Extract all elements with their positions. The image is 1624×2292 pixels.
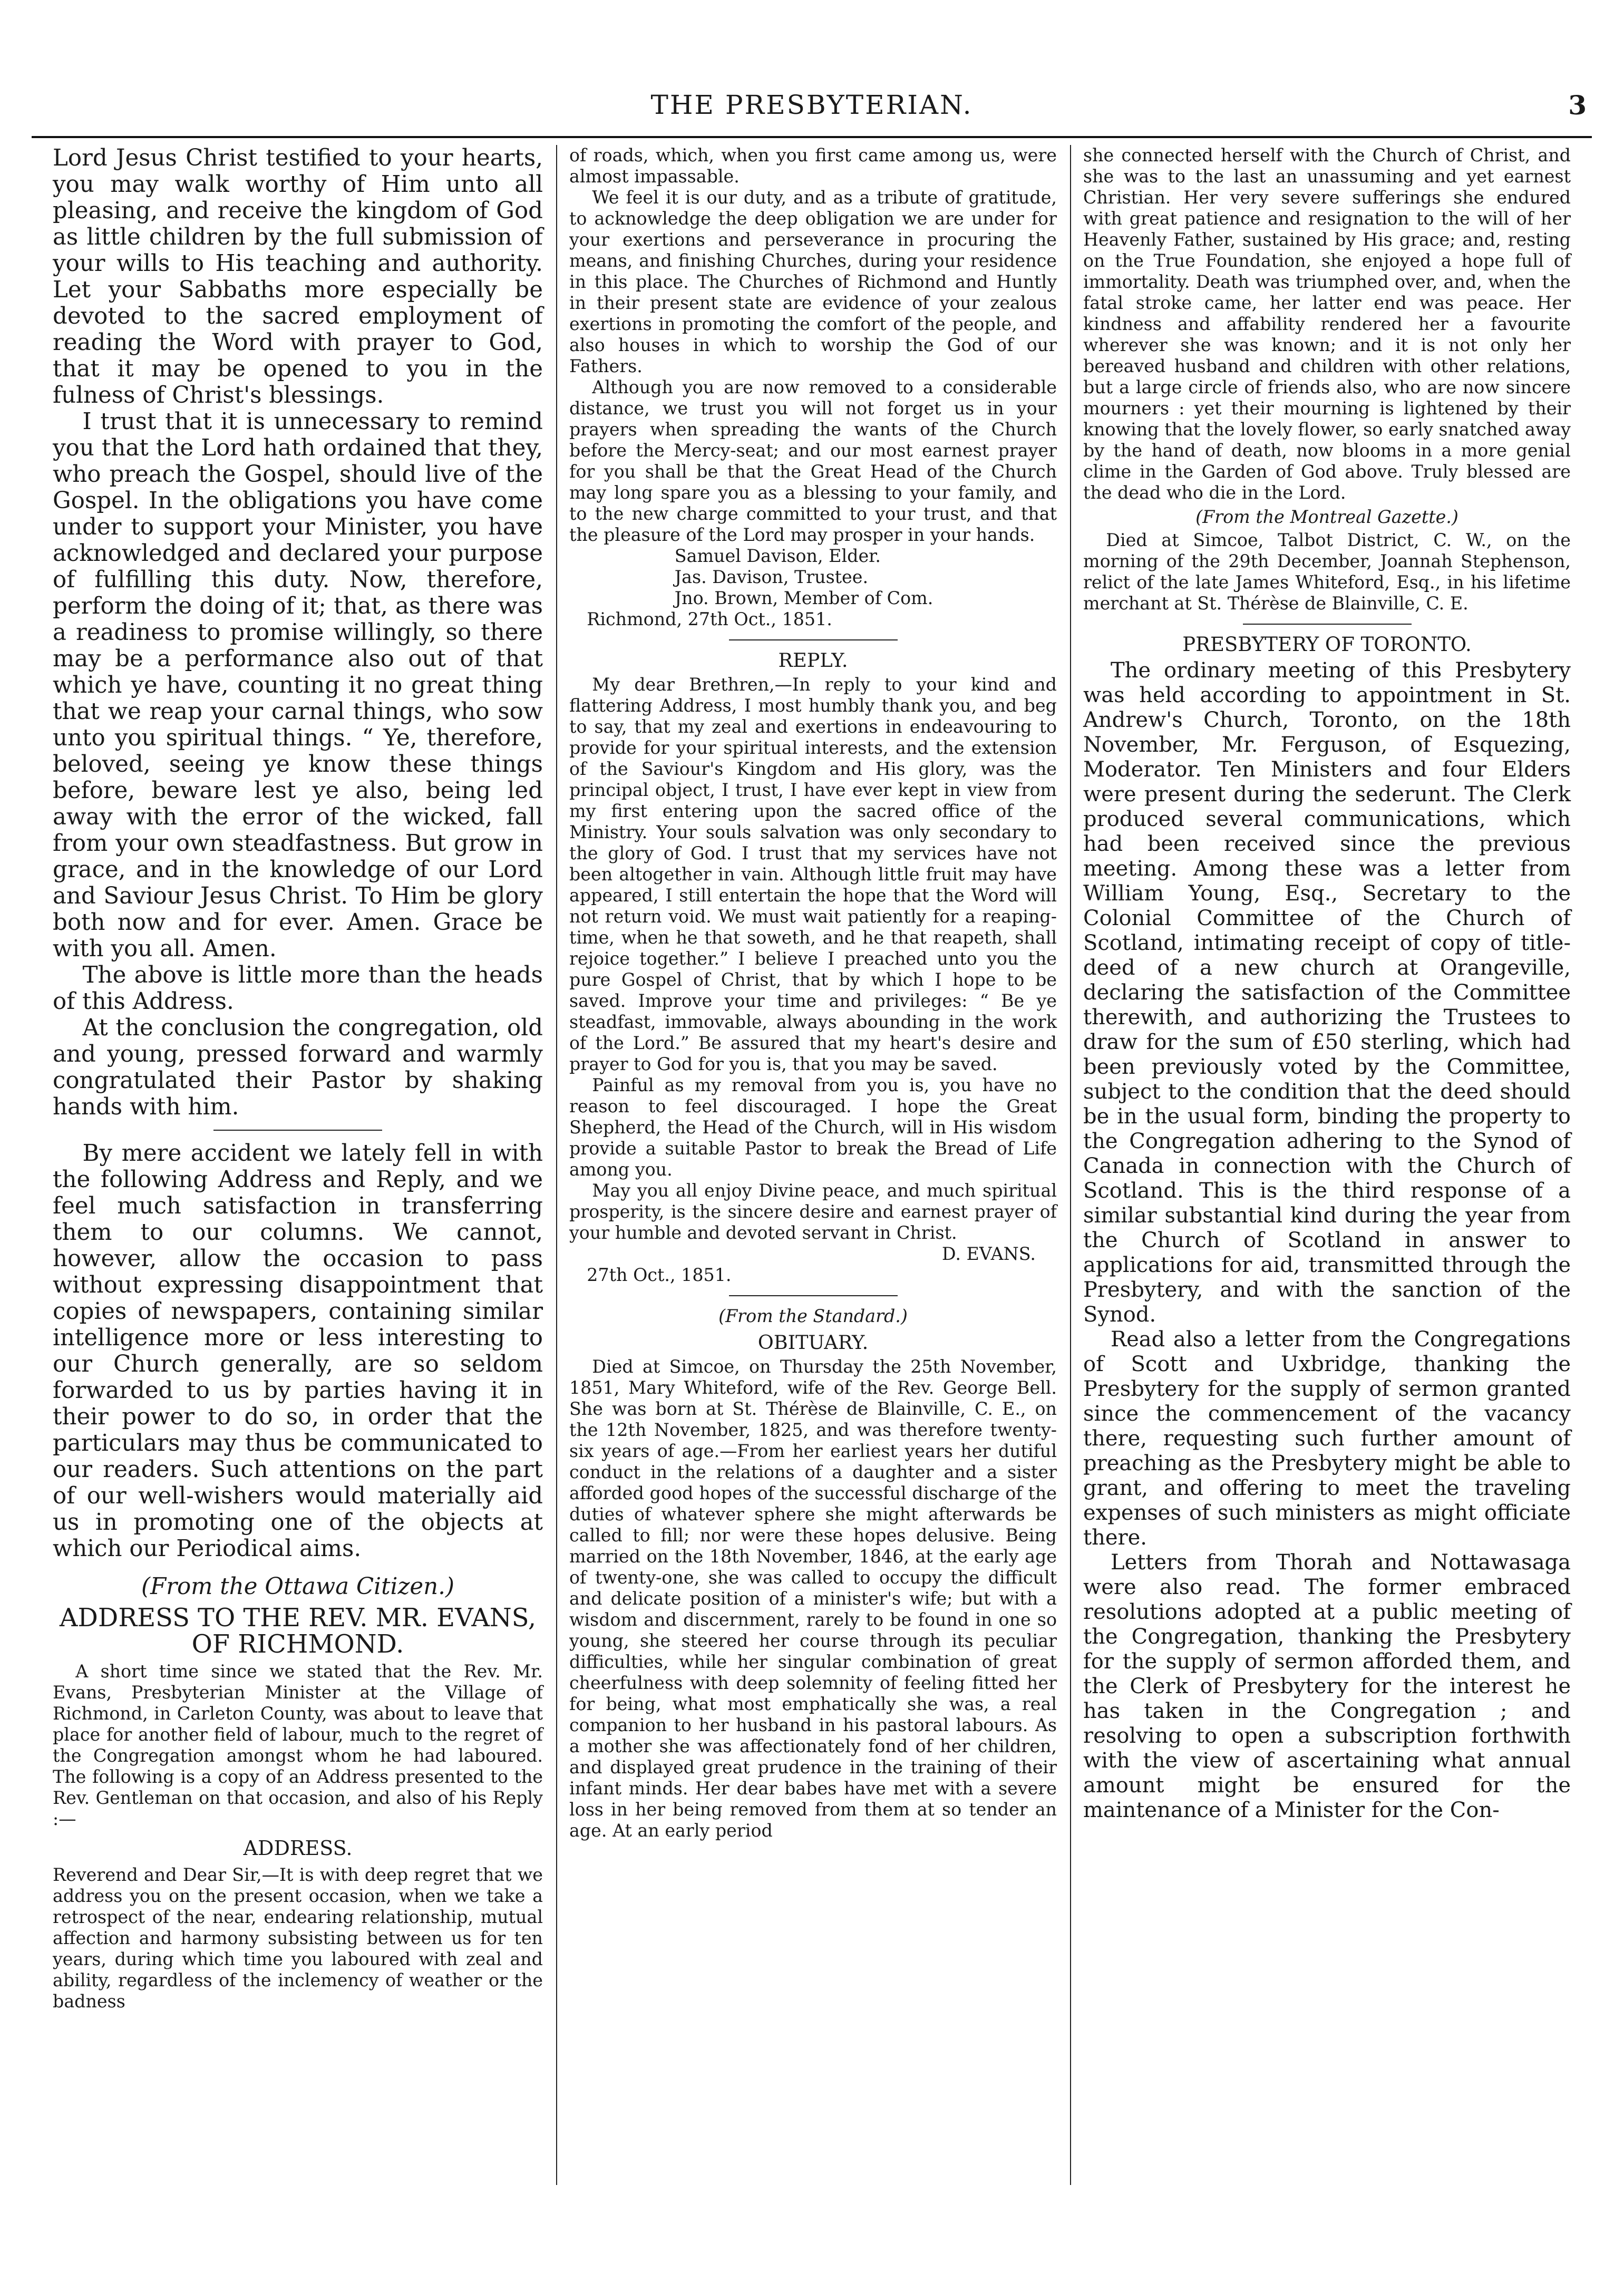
reply-paragraph: May you all enjoy Divine peace, and much spiritual prosperity, is the sincere desire and earnest prayer of your humble and devoted servant in Christ. [569, 1180, 1057, 1243]
source-citation: (From the Montreal Gazette.) [1195, 507, 1458, 527]
column-rule-1 [556, 145, 557, 2185]
address-heading: ADDRESS. [243, 1837, 353, 1860]
source-citation: (From the Ottawa Citizen.) [141, 1574, 454, 1600]
col2-paragraph: of roads, which, when you first came among us, were almost impassable. [569, 145, 1057, 187]
presbytery-paragraph: The ordinary meeting of this Presbytery was held according to appointment in St. Andrew's Church, Toronto, on the 18th November, Mr. Ferguson, of Esquezing, Moderator. Ten Ministers and four Elders were present during the sederunt. The Clerk produced several communications, which had been received since the previous meeting. Among these was a letter from William Young, Esq., Secretary to the Colonial Committee of the Church of Scotland, intimating receipt of copy of title-deed of a new church at Orangeville, declaring the satisfaction of the Committee therewith, and authorizing the Trustees to draw for the sum of £50 sterling, which had been previously voted by the Committee, subject to the condition that the deed should be in the usual form, binding the property to the Congregation adhering to the Synod of Canada in connection with the Church of Scotland. This is the third response of a similar substantial kind during the year from the Church of Scotland in answer to applications for aid, transmitted through the Presbytery, and with the sanction of the Synod. [1083, 658, 1571, 1327]
article-intro: A short time since we stated that the Rev. Mr. Evans, Presbyterian Minister at the Village of Richmond, in Carleton County, was about to leave that place for another field of labour, much to the regret of the Congregation amongst whom he had laboured. The following is a copy of an Address presented to the Rev. Gentleman on that occasion, and also of his Reply :— [53, 1661, 543, 1829]
col1-paragraph: I trust that it is unnecessary to remind you that the Lord hath ordained that they, who preach the Gospel, should live of the Gospel. In the obligations you have come under to support your Minister, you have acknowledged and declared your purpose of fulfilling this duty. Now, therefore, perform the doing of it; that, as there was a readiness to promise willingly, so there may be a performance also out of that which ye have, counting it no great thing that we reap your carnal things, who sow unto you spiritual things. “ Ye, therefore, beloved, seeing ye know these things before, beware lest ye also, being led away with the error of the wicked, fall from your own steadfastness. But grow in grace, and in the knowledge of our Lord and Saviour Jesus Christ. To Him be glory both now and for ever. Amen. Grace be with you all. Amen. [53, 409, 543, 962]
section-divider [1243, 624, 1412, 625]
column-rule-2 [1070, 145, 1071, 2185]
page-header [32, 84, 1592, 137]
obituary-text: Died at Simcoe, on Thursday the 25th November, 1851, Mary Whiteford, wife of the Rev. George Bell. She was born at St. Thérèse de Blainville, C. E., on the 12th November, 1825, and was therefore twenty-six years of age.—From her earliest years her dutiful conduct in the relations of a daughter and a sister afforded good hopes of the successful discharge of the duties of whatever sphere she might afterwards be called to fill; nor were these hopes delusive. Being married on the 18th November, 1846, at the early age of twenty-one, she was called to occupy the difficult and delicate position of a minister's wife; but with a wisdom and discernment, rarely to be found in one so young, she steered her course through its peculiar difficulties, while her singular combination of great cheerfulness with deep solemnity of feeling fitted her for being, what most emphatically she was, a real companion to her husband in his pastoral labours. As a mother she was affectionately fond of her children, and displayed great prudence in the training of their infant minds. Her dear babes have met with a severe loss in her being removed from them at so tender an age. At an early period [569, 1356, 1057, 1841]
address-text: Reverend and Dear Sir,—It is with deep regret that we address you on the present occasion, when we take a retrospect of the near, endearing relationship, mutual affection and harmony subsisting between us for ten years, during which time you laboured with zeal and ability, regardless of the inclemency of weather or the badness [53, 1864, 543, 2012]
obituary-continued: she connected herself with the Church of Christ, and she was to the last an unassuming and yet earnest Christian. Her very severe sufferings she endured with great patience and resignation to the will of her Heavenly Father, sustained by His grace; and, resting on the True Foundation, she enjoyed a hope full of immortality. Death was triumphed over, and, when the fatal stroke came, her latter end was peace. Her kindness and affability rendered her a favourite wherever she was known; and it is not only her bereaved husband and children with other relations, but a large circle of friends also, who are now sincere mourners : yet their mourning is lightened by their knowing that the lovely flower, so early snatched away by the hand of death, now blooms in a more genial clime in the Garden of God above. Truly blessed are the dead who die in the Lord. [1083, 145, 1571, 503]
obituary-heading: OBITUARY. [757, 1331, 869, 1354]
col1-paragraph: At the conclusion the congregation, old and young, pressed forward and warmly congratulated their Pastor by shaking hands with him. [53, 1015, 543, 1120]
col1-paragraph: The above is little more than the heads of this Address. [53, 962, 543, 1015]
presbytery-paragraph: Read also a letter from the Congregations of Scott and Uxbridge, thanking the Presbytery for the supply of sermon granted since the commencement of the vacancy there, requesting such further amount of preaching as the Presbytery might be able to grant, and offering to meet the traveling expenses of such ministers as might officiate there. [1083, 1327, 1571, 1550]
editorial-note: By mere accident we lately fell in with the following Address and Reply, and we feel much satisfaction in transferring them to our columns. We cannot, however, allow the occasion to pass without expressing disappointment that copies of newspapers, containing similar intelligence more or less interesting to our Church generally, are so seldom forwarded to us by parties having it in their power to do so, in order that the particulars may thus be communicated to our readers. Such attentions on the part of our well-wishers would materially aid us in promoting one of the objects at which our Periodical aims. [53, 1140, 543, 1562]
presbytery-paragraph: Letters from Thorah and Nottawasaga were also read. The former embraced resolutions adopted at a public meeting of the Congregation, thanking the Presbytery for the supply of sermon afforded them, and the Clerk of Presbytery for the interest he has taken in the Congregation ; and resolving to open a subscription forthwith with the view of ascertaining what annual amount might be ensured for the maintenance of a Minister for the Con- [1083, 1550, 1571, 1822]
section-divider [213, 1130, 382, 1131]
section-divider [729, 1295, 898, 1296]
page-number: 3 [1568, 90, 1587, 121]
source-citation: (From the Standard.) [718, 1306, 908, 1326]
reply-paragraph: My dear Brethren,—In reply to your kind and flattering Address, I most humbly thank you, and beg to say, that my zeal and exertions in endeavouring to provide for your spiritual interests, and the extension of the Saviour's Kingdom and His glory, was the principal object, I trust, I have ever kept in view from my first entering upon the sacred office of the Ministry. Your souls salvation was only secondary to the glory of God. I trust that my services have not been altogether in vain. Although little fruit may have appeared, I still entertain the hope that the Word will not return void. We must wait patiently for a reaping-time, when he that soweth, and he that reapeth, shall rejoice together.” I believe I preached unto you the pure Gospel of Christ, that by which I hope to be saved. Improve your time and privileges: “ Be ye steadfast, immovable, always abounding in the work of the Lord.” Be assured that my heart's desire and prayer to God for you is, that you may be saved. [569, 674, 1057, 1074]
signature: Jno. Brown, Member of Com. [674, 588, 933, 608]
header-rule [32, 136, 1592, 138]
presbytery-heading: PRESBYTERY OF TORONTO. [1182, 633, 1472, 656]
article-heading: ADDRESS TO THE REV. MR. EVANS, OF RICHMOND. [59, 1604, 537, 1659]
reply-heading: REPLY. [778, 649, 848, 672]
col1-paragraph: Lord Jesus Christ testified to your hearts, you may walk worthy of Him unto all pleasing, and receive the kingdom of God as little children by the full submission of your wills to His teaching and authority. Let your Sabbaths more especially be devoted to the sacred employment of reading the Word with prayer to God, that it may be opened to you in the fulness of Christ's blessings. [53, 145, 543, 409]
dateline: 27th Oct., 1851. [587, 1265, 732, 1285]
column-1 [53, 145, 543, 2012]
section-divider [729, 639, 898, 640]
col2-paragraph: Although you are now removed to a considerable distance, we trust you will not forget us in your prayers when spreading the wants of the Church before the Mercy-seat; and our most earnest prayer for you shall be that the Great Head of the Church may long spare you as a blessing to your family, and to the new charge committed to your trust, and that the pleasure of the Lord may prosper in your hands. [569, 377, 1057, 545]
col2-paragraph: We feel it is our duty, and as a tribute of gratitude, to acknowledge the deep obligation we are under for your exertions and perseverance in procuring the means, and finishing Churches, during your residence in this place. The Churches of Richmond and Huntly in their present state are evidence of your zealous exertions in promoting the comfort of the people, and also houses in which to worship the God of our Fathers. [569, 187, 1057, 376]
signature: Samuel Davison, Elder. [674, 546, 881, 566]
column-3 [1083, 145, 1571, 1823]
signature: Jas. Davison, Trustee. [674, 567, 869, 587]
signature: D. EVANS. [941, 1244, 1036, 1264]
obituary-notice: Died at Simcoe, Talbot District, C. W., on the morning of the 29th December, Joannah Stephenson, relict of the late James Whiteford, Esq., in his lifetime merchant at St. Thérèse de Blainville, C. E. [1083, 530, 1571, 614]
reply-paragraph: Painful as my removal from you is, you have no reason to feel discouraged. I hope the Great Shepherd, the Head of the Church, will in His wisdom provide a suitable Pastor to break the Bread of Life among you. [569, 1075, 1057, 1180]
column-2 [569, 145, 1057, 1841]
page-title: THE PRESBYTERIAN. [650, 90, 973, 120]
dateline: Richmond, 27th Oct., 1851. [587, 609, 832, 629]
